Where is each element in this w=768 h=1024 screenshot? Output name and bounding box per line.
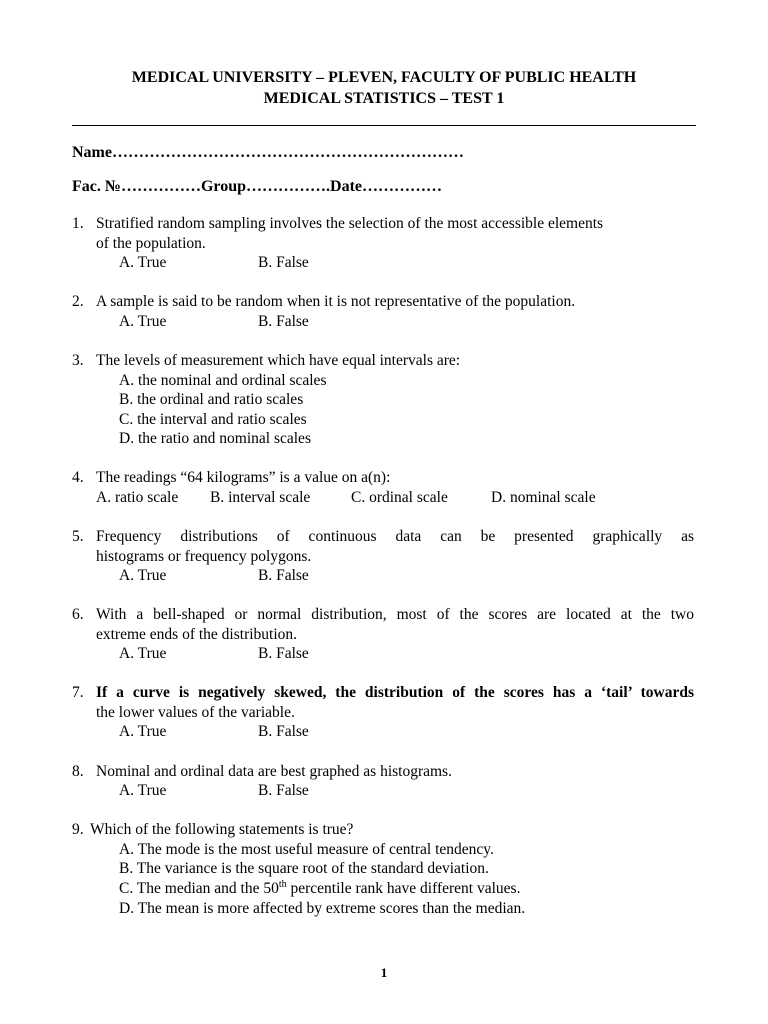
question-5-text-line-1: Frequency distributions of continuous data can be presented graphically as [96,528,694,545]
question-3-number: 3. [72,352,84,369]
question-4-option-d[interactable]: D. nominal scale [491,489,596,506]
question-9-option-c-tail: percentile rank have different values. [286,880,521,897]
question-6-text-line-1: With a bell-shaped or normal distribution, most of the scores are located at the two [96,606,694,623]
question-6-number: 6. [72,606,84,623]
question-9-option-c-superscript: th [278,878,287,890]
question-7-text-line-2: the lower values of the variable. [96,703,295,721]
question-3-option-c[interactable]: C. the interval and ratio scales [119,411,307,428]
question-6-option-b[interactable]: B. False [258,645,309,662]
question-4-text-line-1: The readings “64 kilograms” is a value on a(n): [96,469,391,486]
question-5-number: 5. [72,528,84,545]
question-5-option-a[interactable]: A. True [119,567,167,584]
question-5-text-line-2: histograms or frequency polygons. [96,547,312,565]
name-field[interactable]: Name………………………………………………………… [72,144,464,161]
question-7-option-b[interactable]: B. False [258,723,309,740]
question-9-option-b[interactable]: B. The variance is the square root of the standard deviation. [119,860,489,877]
question-7-text [96,683,694,722]
question-8-number: 8. [72,763,84,780]
question-7-number: 7. [72,684,84,701]
question-4-number: 4. [72,469,84,486]
question-1-text-line-2: of the population. [96,235,206,252]
question-3-option-d[interactable]: D. the ratio and nominal scales [119,430,311,447]
page-number: 1 [380,965,388,980]
question-2-option-b[interactable]: B. False [258,313,309,330]
question-9-option-d[interactable]: D. The mean is more affected by extreme scores than the median. [119,900,526,917]
question-8-option-a[interactable]: A. True [119,782,167,799]
question-9-option-a[interactable]: A. The mode is the most useful measure of central tendency. [119,841,494,858]
question-1-text-line-1: Stratified random sampling involves the selection of the most accessible elements [96,215,604,232]
fac-group-date-field[interactable]: Fac. №……………Group…………….Date…………… [72,178,442,195]
question-3-text-line-1: The levels of measurement which have equal intervals are: [96,352,461,369]
question-6-text [96,605,694,644]
question-7-option-a[interactable]: A. True [119,723,167,740]
question-7-text-line-1: If a curve is negatively skewed, the distribution of the scores has a ‘tail’ towards [96,684,694,701]
question-2-number: 2. [72,293,84,310]
question-1-number: 1. [72,215,84,232]
question-2-text-line-1: A sample is said to be random when it is not representative of the population. [96,293,576,310]
university-header: MEDICAL UNIVERSITY – PLEVEN, FACULTY OF PUBLIC HEALTH [131,69,637,86]
question-4-option-b[interactable]: B. interval scale [210,489,311,506]
test-title: MEDICAL STATISTICS – TEST 1 [263,90,505,107]
question-6-text-line-2: extreme ends of the distribution. [96,625,298,643]
question-9-text-line-1: Which of the following statements is true? [90,821,354,838]
question-1-option-b[interactable]: B. False [258,254,309,271]
question-3-option-b[interactable]: B. the ordinal and ratio scales [119,391,304,408]
question-8-text-line-1: Nominal and ordinal data are best graphed as histograms. [96,763,452,780]
question-1-option-a[interactable]: A. True [119,254,167,271]
question-8-option-b[interactable]: B. False [258,782,309,799]
header-divider [72,125,696,126]
question-3-option-a[interactable]: A. the nominal and ordinal scales [119,372,327,389]
question-4-option-a[interactable]: A. ratio scale [96,489,179,506]
question-9-option-c[interactable] [119,879,520,898]
question-6-option-a[interactable]: A. True [119,645,167,662]
question-4-option-c[interactable]: C. ordinal scale [351,489,448,506]
question-5-option-b[interactable]: B. False [258,567,309,584]
question-9-option-c-text: C. The median and the 50 [119,880,279,897]
question-5-text [96,527,694,566]
question-9-number: 9. [72,821,84,838]
question-2-option-a[interactable]: A. True [119,313,167,330]
